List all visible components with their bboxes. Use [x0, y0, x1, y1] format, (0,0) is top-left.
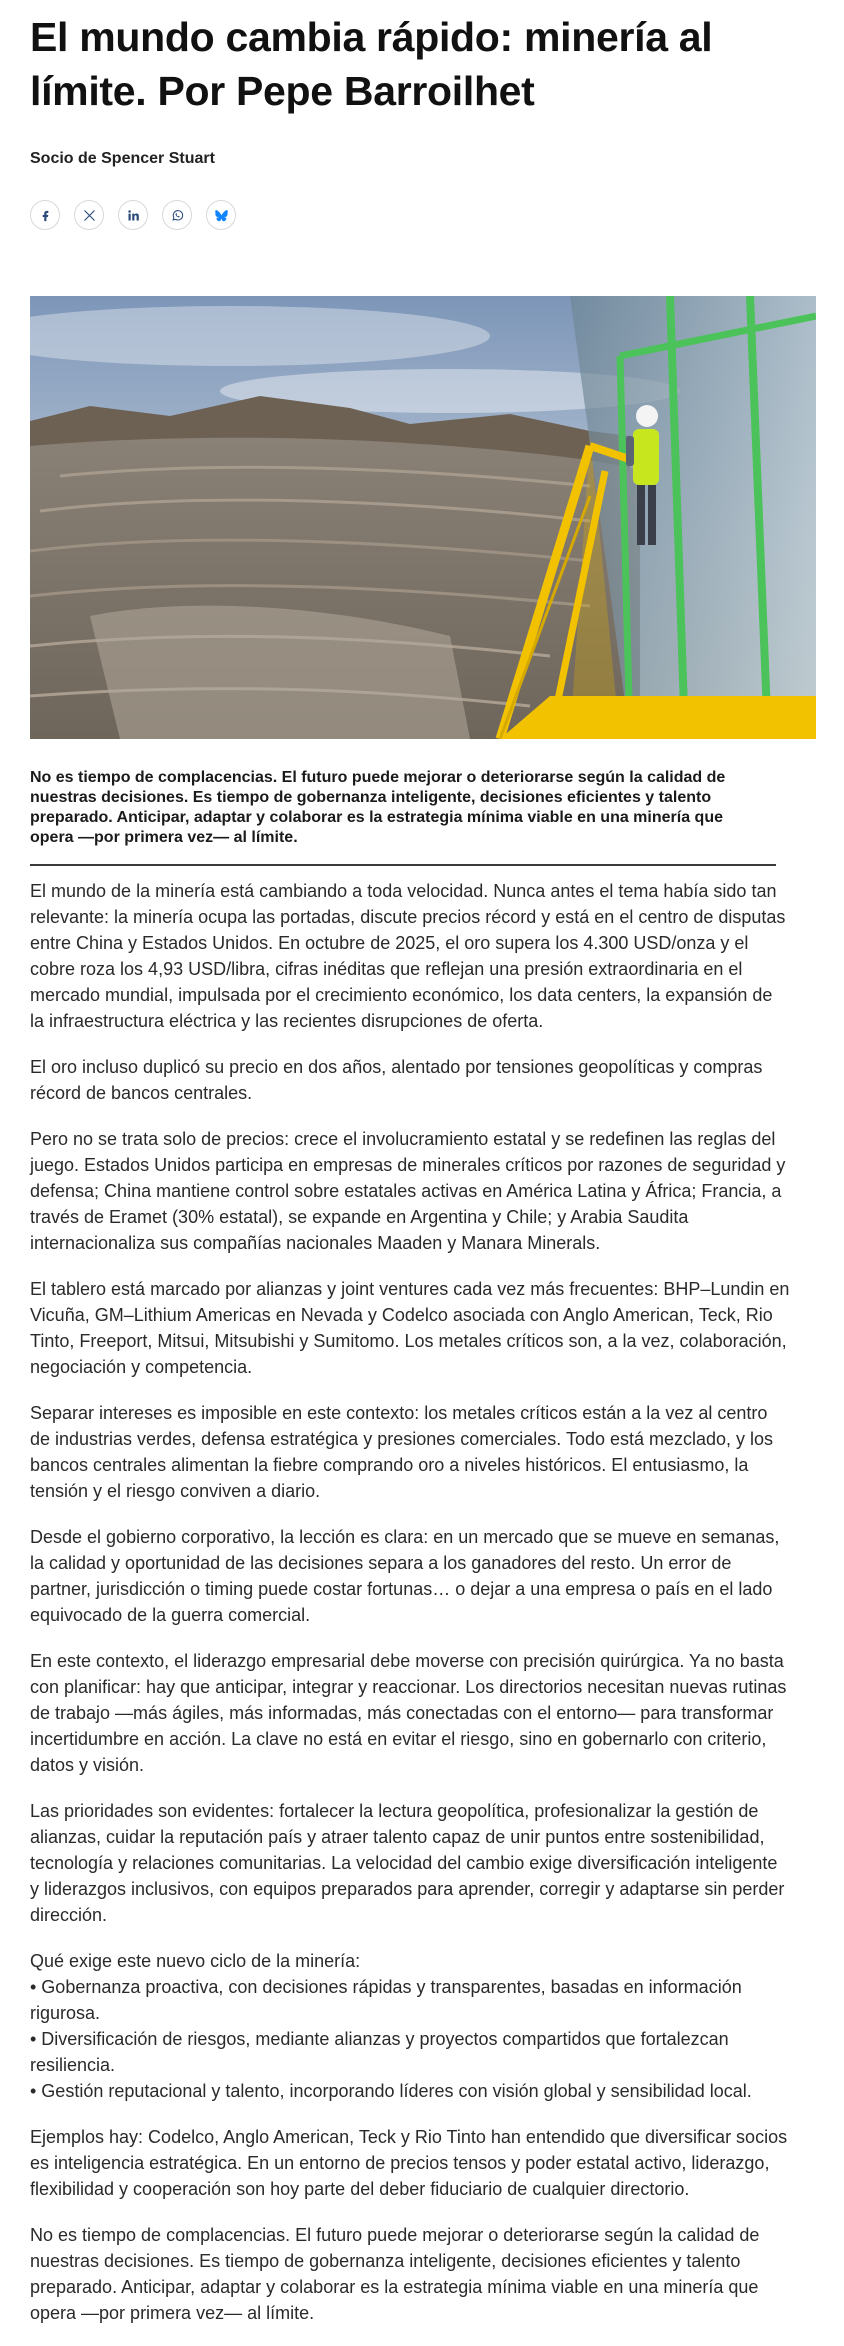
list-item: • Gobernanza proactiva, con decisiones rápidas y transparentes, basadas en información rigurosa. [30, 1977, 742, 2023]
share-facebook-button[interactable] [30, 200, 60, 230]
article-body [30, 878, 790, 2326]
paragraph: En este contexto, el liderazgo empresarial debe moverse con precisión quirúrgica. Ya no basta con planificar: hay que anticipar, integrar y reaccionar. Los directorios necesitan nuevas rutinas de trabajo —más ágiles, más informadas, más conectadas con el entorno— para transformar incertidumbre en acción. La clave no está en evitar el riesgo, sino en gobernarlo con criterio, datos y visión. [30, 1651, 787, 1775]
share-bar [30, 200, 814, 230]
article-lead: No es tiempo de complacencias. El futuro puede mejorar o deteriorarse según la calidad de nuestras decisiones. Es tiempo de gobernanza inteligente, decisiones eficientes y talento preparado. Anticipar, adaptar y colaborar es la estrategia mínima viable en una minería que opera —por primera vez— al límite. [30, 769, 726, 846]
paragraph: Pero no se trata solo de precios: crece el involucramiento estatal y se redefinen las reglas del juego. Estados Unidos participa en empresas de minerales críticos por razones de seguridad y defensa; China mantiene control sobre estatales activas en América Latina y África; Francia, a través de Eramet (30% estatal), se expande en Argentina y Chile; y Arabia Saudita internacionaliza sus compañías nacionales Maaden y Manara Minerals. [30, 1129, 786, 1253]
share-linkedin-button[interactable] [118, 200, 148, 230]
author-role: Socio de Spencer Stuart [30, 150, 215, 167]
share-bluesky-button[interactable] [206, 200, 236, 230]
list-item: • Diversificación de riesgos, mediante alianzas y proyectos compartidos que fortalezcan resiliencia. [30, 2029, 729, 2075]
divider [30, 864, 776, 866]
hero-mine-photo [30, 296, 816, 739]
share-whatsapp-button[interactable] [162, 200, 192, 230]
share-x-button[interactable] [74, 200, 104, 230]
bluesky-icon [214, 208, 229, 223]
list-intro: Qué exige este nuevo ciclo de la minería: [30, 1951, 361, 1971]
paragraph: El tablero está marcado por alianzas y joint ventures cada vez más frecuentes: BHP–Lundin en Vicuña, GM–Lithium Americas en Nevada y Codelco asociada con Anglo American, Teck, Rio Tinto, Freeport, Mitsui, Mitsubishi y Sumitomo. Los metales críticos son, a la vez, colaboración, negociación y competencia. [30, 1279, 790, 1377]
list-item: • Gestión reputacional y talento, incorporando líderes con visión global y sensibilidad local. [30, 2081, 752, 2101]
paragraph: Las prioridades son evidentes: fortalecer la lectura geopolítica, profesionalizar la gestión de alianzas, cuidar la reputación país y atraer talento capaz de unir puntos entre sostenibilidad, tecnología y relaciones comunitarias. La velocidad del cambio exige diversificación inteligente y liderazgos inclusivos, con equipos preparados para aprender, corregir y adaptarse sin perder dirección. [30, 1801, 785, 1925]
paragraph: El mundo de la minería está cambiando a toda velocidad. Nunca antes el tema había sido tan relevante: la minería ocupa las portadas, discute precios récord y está en el centro de disputas entre China y Estados Unidos. En octubre de 2025, el oro supera los 4.300 USD/onza y el cobre roza los 4,93 USD/libra, cifras inéditas que reflejan una presión extraordinaria en el mercado mundial, impulsada por el crecimiento económico, los data centers, la expansión de la infraestructura eléctrica y las recientes disrupciones de oferta. [30, 881, 786, 1031]
paragraph: Separar intereses es imposible en este contexto: los metales críticos están a la vez al centro de industrias verdes, defensa estratégica y presiones comerciales. Todo está mezclado, y los bancos centrales alimentan la fiebre comprando oro a niveles históricos. El entusiasmo, la tensión y el riesgo conviven a diario. [30, 1403, 774, 1501]
paragraph: Desde el gobierno corporativo, la lección es clara: en un mercado que se mueve en semanas, la calidad y oportunidad de las decisiones separa a los ganadores del resto. Un error de partner, jurisdicción o timing puede costar fortunas… o dejar a una empresa o país en el lado equivocado de la guerra comercial. [30, 1527, 780, 1625]
paragraph: El oro incluso duplicó su precio en dos años, alentado por tensiones geopolíticas y compras récord de bancos centrales. [30, 1057, 763, 1103]
x-icon [82, 208, 97, 223]
linkedin-icon [126, 208, 141, 223]
paragraph: No es tiempo de complacencias. El futuro puede mejorar o deteriorarse según la calidad de nuestras decisiones. Es tiempo de gobernanza inteligente, decisiones eficientes y talento preparado. Anticipar, adaptar y colaborar es la estrategia mínima viable en una minería que opera —por primera vez— al límite. [30, 2225, 760, 2323]
list-paragraph [30, 1948, 790, 2104]
whatsapp-icon [170, 208, 185, 223]
facebook-icon [38, 208, 53, 223]
paragraph: Ejemplos hay: Codelco, Anglo American, Teck y Rio Tinto han entendido que diversificar socios es inteligencia estratégica. En un entorno de precios tensos y poder estatal activo, liderazgo, flexibilidad y cooperación son hoy parte del deber fiduciario de cualquier directorio. [30, 2127, 788, 2199]
article-title: El mundo cambia rápido: minería al límite. Por Pepe Barroilhet [30, 14, 713, 114]
